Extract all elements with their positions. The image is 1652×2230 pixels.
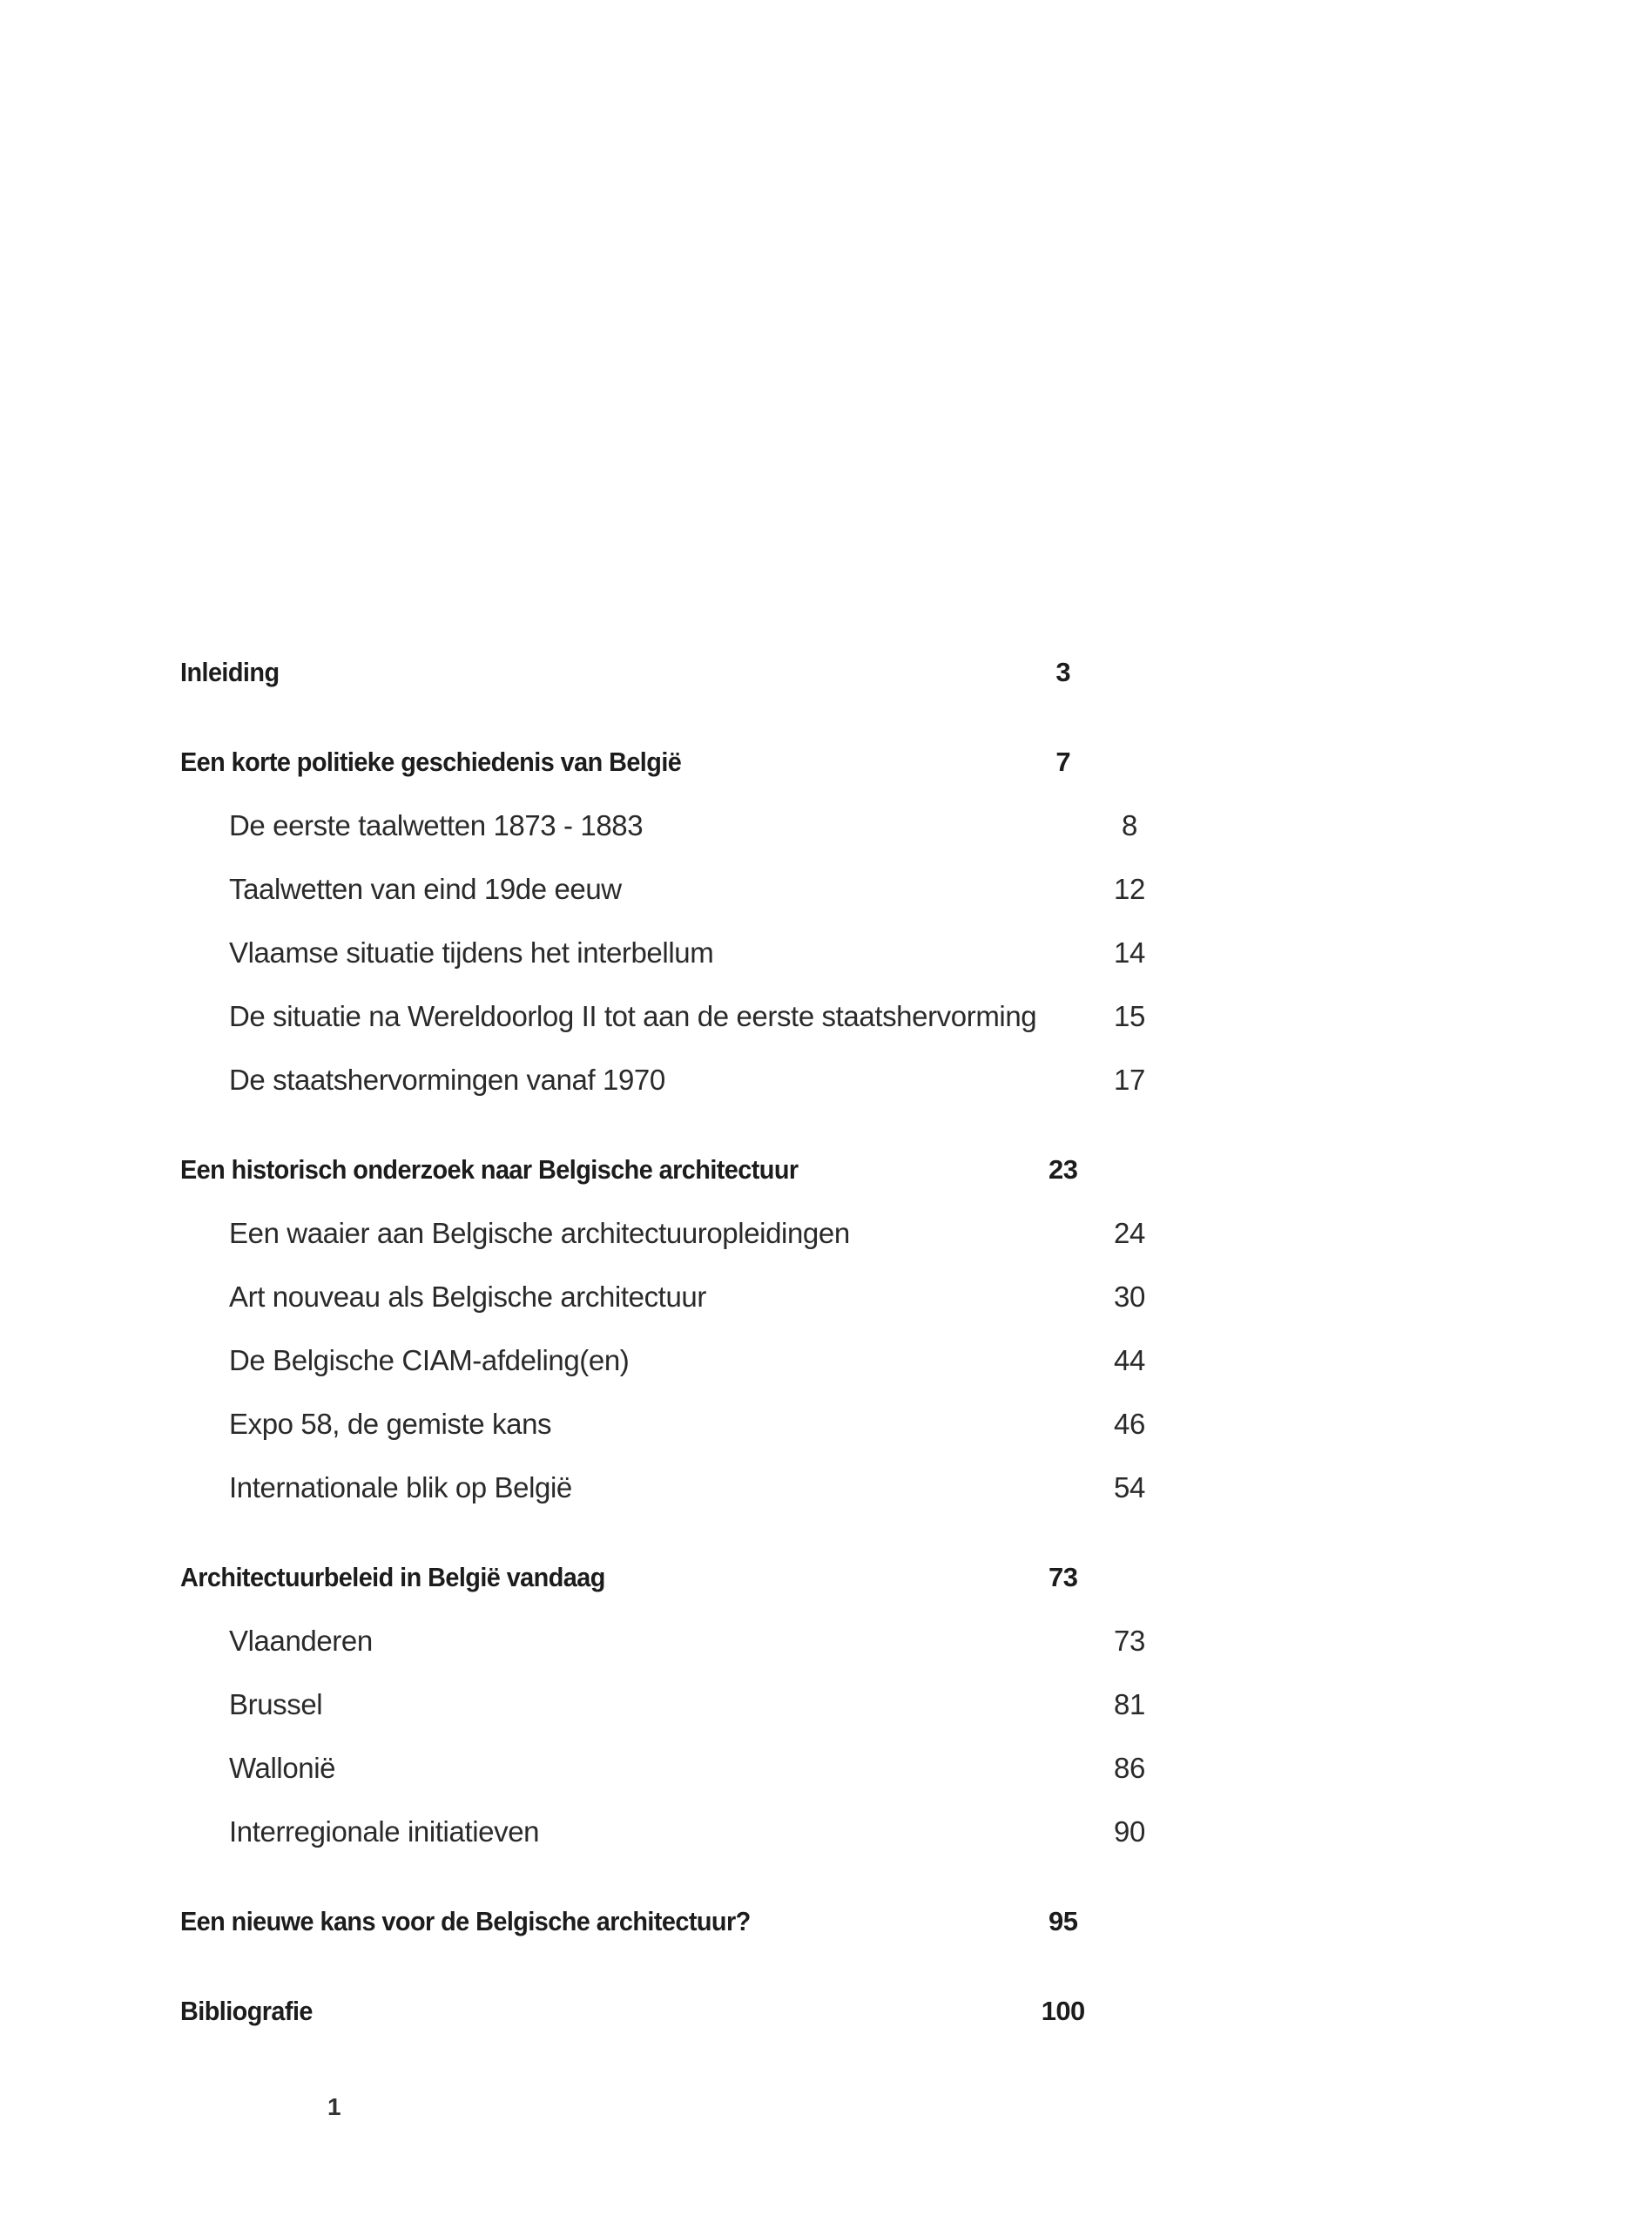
toc-entry-page: 3 — [1055, 657, 1071, 687]
toc-section-entry — [180, 857, 1164, 921]
toc-entry-title: Taalwetten van eind 19de eeuw — [229, 873, 622, 905]
toc-section-entry — [180, 1328, 1164, 1392]
toc-entry-title: Een waaier aan Belgische architectuuropleidingen — [229, 1217, 850, 1249]
toc-entry-page: 23 — [1049, 1154, 1078, 1185]
toc-entry-page: 86 — [1114, 1752, 1145, 1784]
toc-section-entry — [180, 1201, 1164, 1265]
toc-section-entry — [180, 1456, 1164, 1519]
toc-chapter-entry — [180, 730, 1096, 794]
toc-chapter-entry — [180, 1889, 1096, 1953]
toc-section-entry — [180, 984, 1164, 1048]
toc-entry-title: Vlaamse situatie tijdens het interbellum — [229, 936, 714, 969]
toc-entry-title: Art nouveau als Belgische architectuur — [229, 1281, 706, 1313]
toc-entry-page: 24 — [1114, 1217, 1145, 1249]
toc-entry-title: Bibliografie — [180, 1996, 313, 2026]
toc-section-entry — [180, 1048, 1164, 1112]
toc-section-entry — [180, 1672, 1164, 1736]
toc-entry-title: De eerste taalwetten 1873 - 1883 — [229, 809, 644, 841]
toc-entry-page: 73 — [1049, 1562, 1078, 1592]
toc-entry-page: 95 — [1049, 1906, 1078, 1936]
toc-entry-title: Wallonië — [229, 1752, 336, 1784]
toc-entry-page: 73 — [1114, 1625, 1145, 1657]
toc-entry-title: Een nieuwe kans voor de Belgische architectuur? — [180, 1906, 751, 1936]
toc-chapter-entry — [180, 640, 1096, 704]
toc-entry-title: Architectuurbeleid in België vandaag — [180, 1562, 605, 1592]
toc-section-entry — [180, 921, 1164, 984]
toc-section-entry — [180, 1736, 1164, 1800]
toc-entry-page: 44 — [1114, 1344, 1145, 1376]
toc-entry-title: Expo 58, de gemiste kans — [229, 1408, 552, 1440]
toc-entry-title: De situatie na Wereldoorlog II tot aan de eerste staatshervorming — [229, 1000, 1037, 1032]
page-number: 1 — [327, 2093, 341, 2120]
toc-entry-page: 81 — [1114, 1688, 1145, 1720]
toc-entry-title: Inleiding — [180, 657, 280, 687]
toc-section-entry — [180, 1265, 1164, 1328]
toc-section-entry — [180, 1609, 1164, 1672]
table-of-contents — [180, 640, 1164, 2043]
toc-section-entry — [180, 794, 1164, 857]
toc-entry-page: 100 — [1041, 1996, 1085, 2026]
toc-chapter-entry — [180, 1138, 1096, 1201]
toc-chapter-entry — [180, 1545, 1096, 1609]
toc-entry-page: 7 — [1055, 747, 1071, 777]
toc-section-entry — [180, 1392, 1164, 1456]
toc-entry-title: Een historisch onderzoek naar Belgische architectuur — [180, 1154, 799, 1185]
toc-section-entry — [180, 1800, 1164, 1863]
toc-entry-page: 30 — [1114, 1281, 1145, 1313]
toc-entry-title: Vlaanderen — [229, 1625, 373, 1657]
toc-entry-page: 46 — [1114, 1408, 1145, 1440]
toc-entry-title: Brussel — [229, 1688, 323, 1720]
toc-entry-page: 90 — [1114, 1815, 1145, 1848]
toc-entry-title: De Belgische CIAM-afdeling(en) — [229, 1344, 630, 1376]
toc-entry-page: 15 — [1114, 1000, 1145, 1032]
toc-chapter-entry — [180, 1979, 1096, 2043]
toc-entry-title: Internationale blik op België — [229, 1471, 572, 1504]
toc-entry-page: 17 — [1114, 1064, 1145, 1096]
toc-entry-page: 8 — [1122, 809, 1137, 841]
toc-entry-page: 12 — [1114, 873, 1145, 905]
toc-entry-page: 14 — [1114, 936, 1145, 969]
toc-entry-page: 54 — [1114, 1471, 1145, 1504]
toc-entry-title: De staatshervormingen vanaf 1970 — [229, 1064, 665, 1096]
toc-entry-title: Interregionale initiatieven — [229, 1815, 540, 1848]
toc-entry-title: Een korte politieke geschiedenis van België — [180, 747, 682, 777]
